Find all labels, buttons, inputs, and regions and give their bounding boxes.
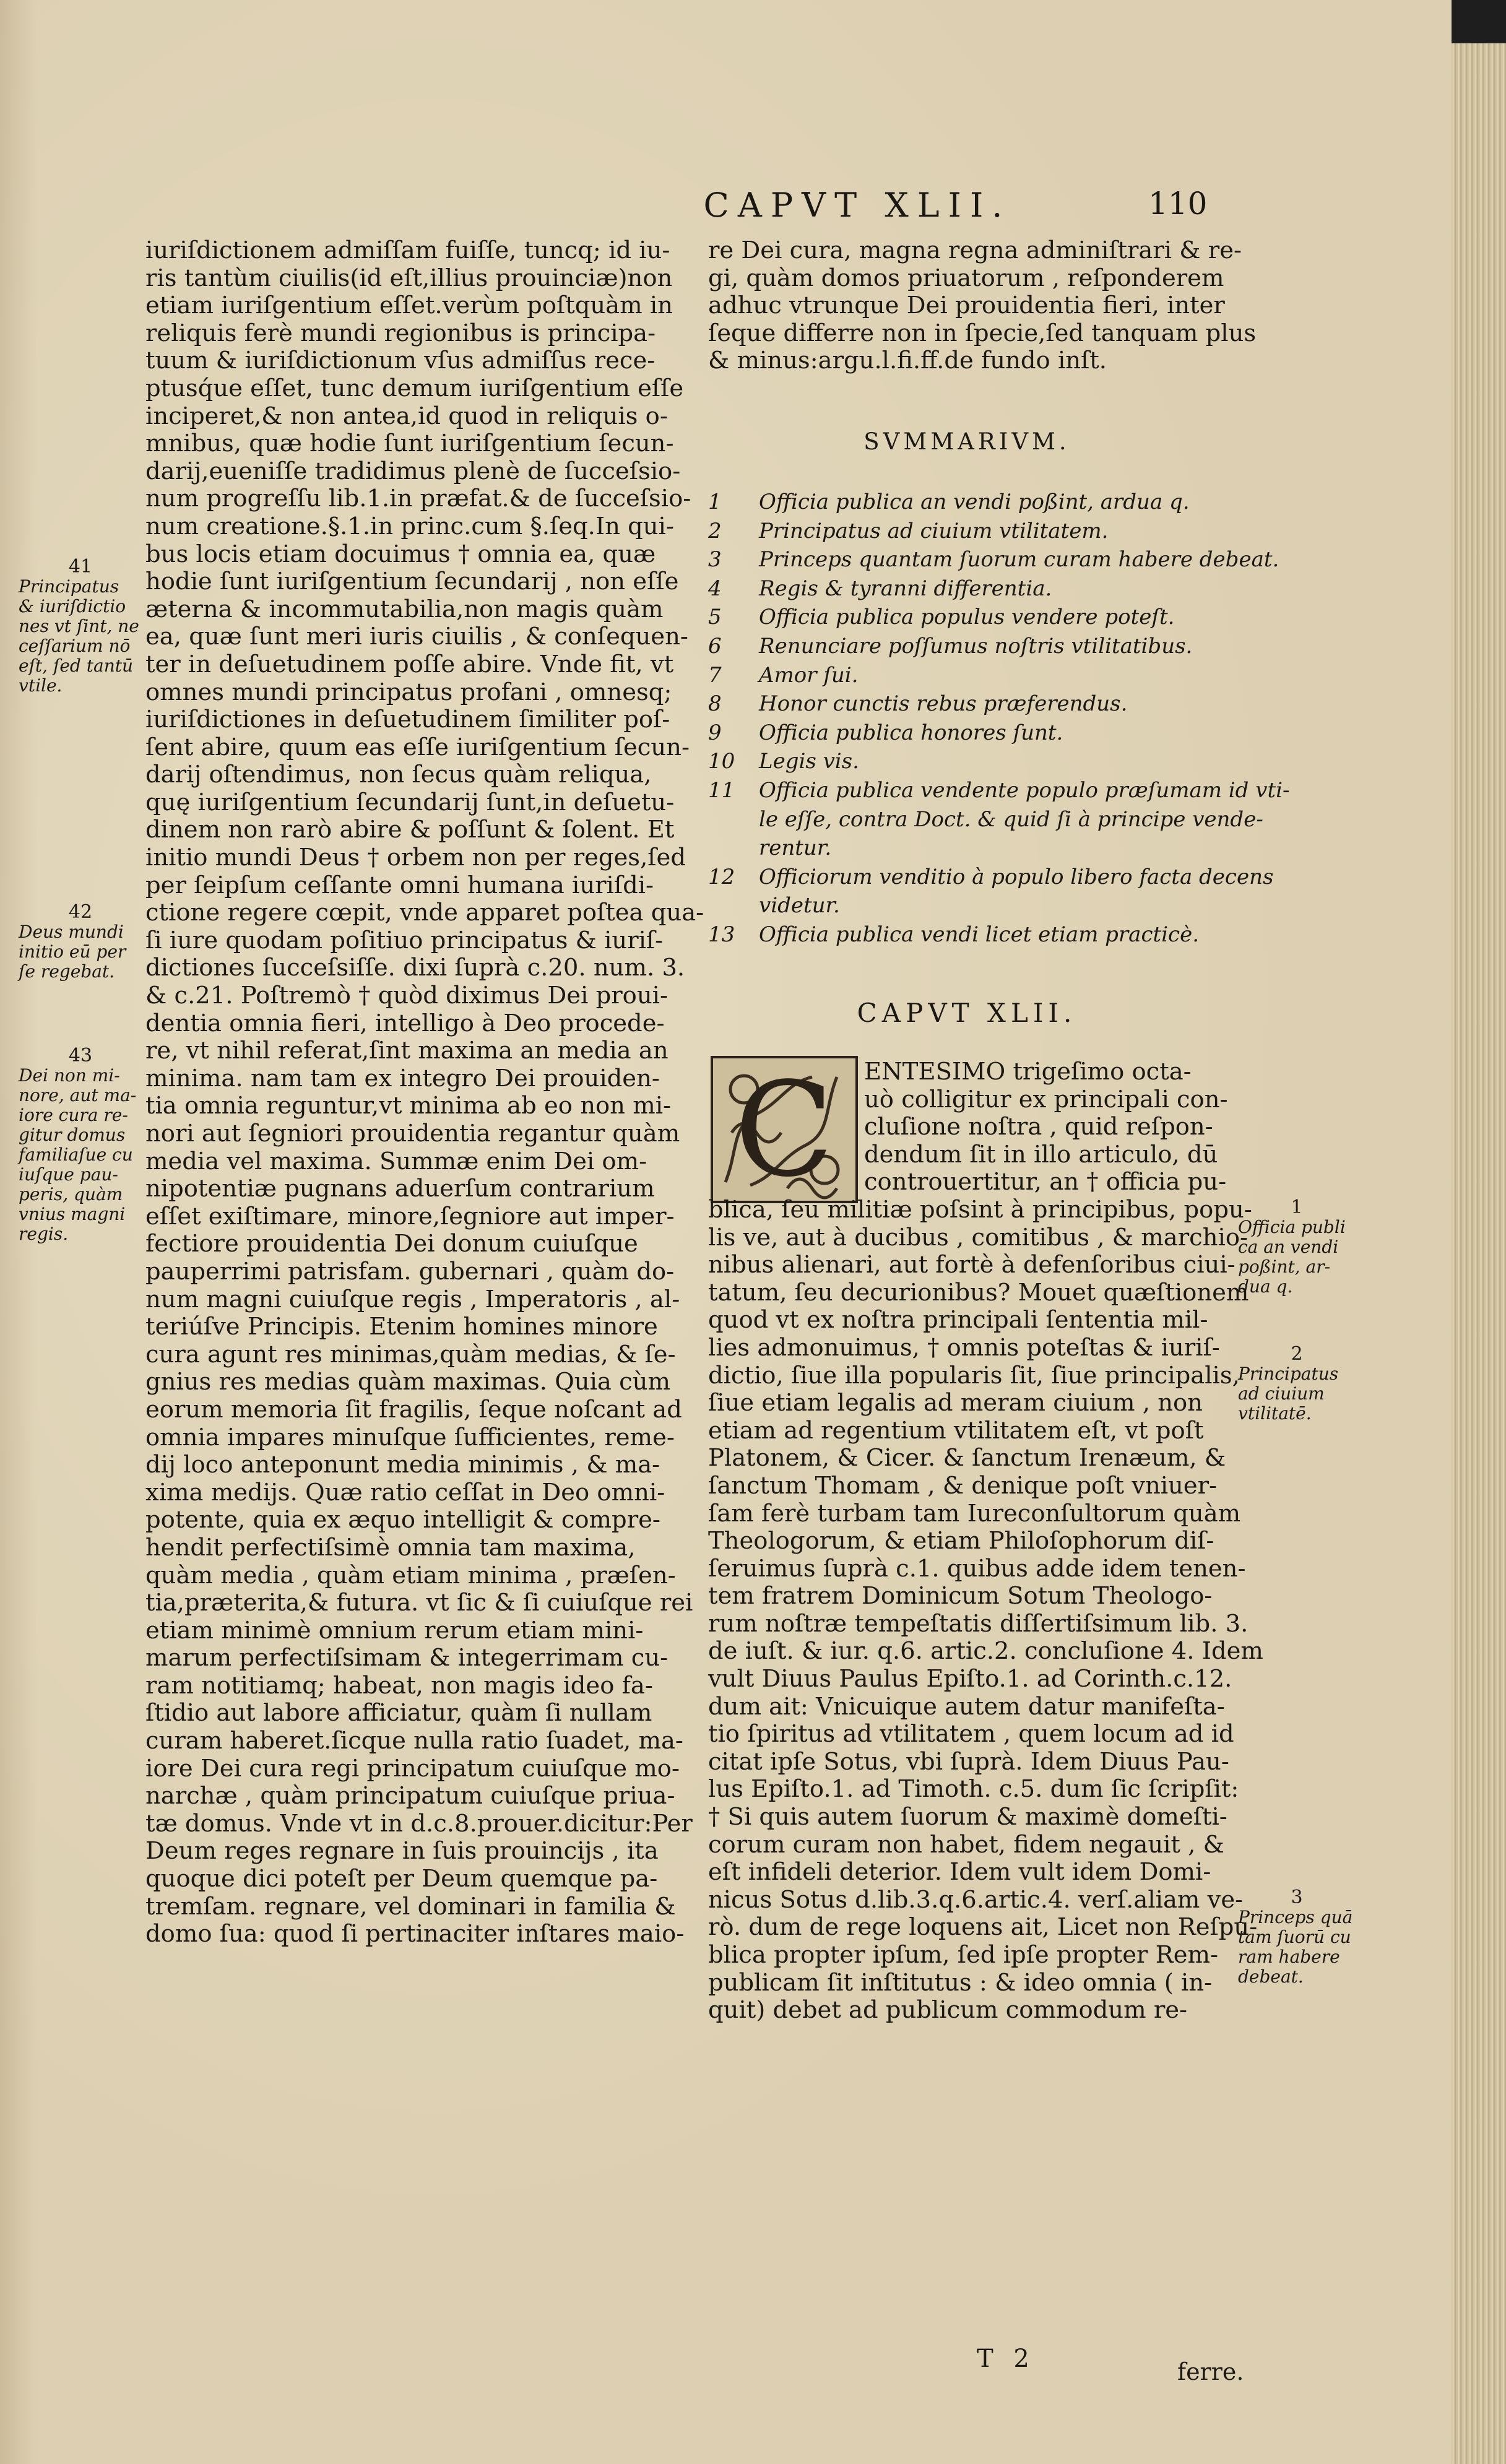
text-line: dum ait: Vnicuique autem datur manifeſta- bbox=[708, 1692, 1225, 1721]
text-line: citat ipſe Sotus, vbi ſuprà. Idem Diuus Pau- bbox=[708, 1747, 1229, 1776]
text-line: Platonem, & Cicer. & ſanctum Irenæum, & bbox=[708, 1444, 1226, 1472]
right-margin-note bbox=[1238, 1198, 1356, 1297]
text-line: lis ve, aut à ducibus , comitibus , & marchio- bbox=[708, 1223, 1249, 1251]
text-line: num magni cuiuſque regis , Imperatoris , al- bbox=[145, 1285, 680, 1313]
left-margin-note bbox=[19, 1046, 142, 1244]
text-line: eorum memoria ſit fragilis, ſeque noſcant ad bbox=[145, 1395, 682, 1424]
text-line: ſiue etiam legalis ad meram ciuium , non bbox=[708, 1389, 1203, 1417]
text-line: gnius res medias quàm maximas. Quia cùm bbox=[145, 1368, 670, 1396]
summary-item-text: Officiorum venditio à populo libero facta decens bbox=[759, 864, 1274, 889]
text-line: hendit perfectiſsimè omnia tam maxima, bbox=[145, 1533, 636, 1562]
summary-item-text: Honor cunctis rebus præferendus. bbox=[759, 691, 1128, 717]
text-line: tatum, ſeu decurionibus? Mouet quæſtionem bbox=[708, 1278, 1249, 1307]
summary-item-number: 3 bbox=[708, 547, 722, 573]
text-line: Deum reges regnare in ſuis prouincijs , ita bbox=[145, 1837, 659, 1865]
margin-note-line: ca an vendi bbox=[1238, 1237, 1339, 1257]
summary-item bbox=[708, 632, 1226, 661]
summary-item-text: Officia publica honores ſunt. bbox=[759, 720, 1063, 745]
text-line: blica propter ipſum, ſed ipſe propter Rem- bbox=[708, 1941, 1218, 1969]
summary-item-number: 11 bbox=[708, 777, 735, 803]
text-line: ter in deſuetudinem poſſe abire. Vnde fit, vt bbox=[145, 650, 674, 678]
summary-item bbox=[708, 545, 1279, 574]
folio-number: 110 bbox=[1148, 186, 1208, 222]
running-head: CAPVT XLII. bbox=[703, 186, 1011, 225]
text-line: ea, quæ ſunt meri iuris ciuilis , & conſequen- bbox=[145, 623, 688, 651]
text-line: re, vt nihil referat,ſint maxima an media an bbox=[145, 1037, 669, 1065]
text-line: ſent abire, quum eas eſſe iuriſgentium ſecun- bbox=[145, 733, 690, 761]
summary-item-number: 6 bbox=[708, 633, 722, 659]
background-edge bbox=[1452, 0, 1506, 43]
summary-item bbox=[708, 661, 1226, 690]
text-line: domo ſua: quod ſi pertinaciter inſtares maio- bbox=[145, 1920, 685, 1948]
text-line: iore Dei cura regi principatum cuiuſque mo- bbox=[145, 1754, 680, 1783]
text-line: rò. dum de rege loquens ait, Licet non Reſpu- bbox=[708, 1913, 1258, 1942]
summary-item bbox=[708, 517, 1226, 546]
margin-note-line: iuſque pau- bbox=[19, 1164, 118, 1185]
text-line: tio ſpiritus ad vtilitatem , quem locum ad id bbox=[708, 1720, 1234, 1749]
catchword: ferre. bbox=[1177, 2358, 1244, 2385]
text-line: bus locis etiam docuimus † omnia ea, quæ bbox=[145, 540, 656, 568]
text-line: controuertitur, an † officia pu- bbox=[864, 1168, 1227, 1196]
summary-item bbox=[708, 920, 1226, 949]
summary-item-text: Legis vis. bbox=[759, 749, 859, 774]
text-line: reliquis ferè mundi regionibus is principa- bbox=[145, 319, 656, 347]
summary-item-continuation: rentur. bbox=[759, 836, 832, 861]
text-line: cluſione noſtra , quid reſpon- bbox=[864, 1113, 1213, 1141]
initial-letter: C bbox=[734, 1053, 834, 1206]
summary-item bbox=[708, 574, 1226, 603]
text-line: ENTESIMO trigeſimo octa- bbox=[864, 1058, 1192, 1086]
summary-heading: SVMMARIVM. bbox=[863, 428, 1070, 455]
text-line: tia omnia reguntur,vt minima ab eo non mi- bbox=[145, 1092, 672, 1120]
summary-item-text: Officia publica an vendi poßint, ardua q. bbox=[759, 490, 1190, 514]
text-line: etiam iuriſgentium eſſet.verùm poſtquàm in bbox=[145, 292, 673, 320]
text-line: hodie ſunt iuriſgentium ſecundarij , non eſſe bbox=[145, 568, 679, 596]
margin-note-line: gitur domus bbox=[19, 1125, 126, 1145]
text-line: quoque dici poteſt per Deum quemque pa- bbox=[145, 1865, 658, 1893]
text-line: & minus:argu.l.fi.ff.de fundo inſt. bbox=[708, 347, 1107, 375]
margin-note-number: 3 bbox=[1291, 1887, 1303, 1908]
summary-item-text: Officia publica populus vendere poteſt. bbox=[759, 605, 1175, 630]
margin-note-line: vtilitatē. bbox=[1238, 1403, 1312, 1424]
text-line: ctione regere cœpit, vnde apparet poſtea qua- bbox=[145, 899, 704, 927]
summary-item-continuation: le eſſe, contra Doct. & quid ſi à principe vende- bbox=[759, 806, 1263, 832]
text-line: ptusq́ue eſſet, tunc demum iuriſgentium eſſe bbox=[145, 374, 684, 402]
text-line: tem fratrem Dominicum Sotum Theologo- bbox=[708, 1582, 1213, 1610]
summary-item bbox=[708, 603, 1226, 632]
text-line: adhuc vtrunque Dei prouidentia fieri, inter bbox=[708, 292, 1225, 320]
text-line: marum perfectiſsimam & integerrimam cu- bbox=[145, 1644, 669, 1672]
chapter-heading: CAPVT XLII. bbox=[857, 998, 1077, 1028]
margin-note-number: 41 bbox=[68, 556, 93, 577]
summary-item bbox=[708, 719, 1226, 748]
text-line: dendum ſit in illo articulo, dū bbox=[864, 1140, 1218, 1169]
text-line: quit) debet ad publicum commodum re- bbox=[708, 1996, 1188, 2025]
text-line: media vel maxima. Summæ enim Dei om- bbox=[145, 1147, 647, 1175]
summary-item-text: Officia publica vendi licet etiam practicè. bbox=[759, 922, 1199, 947]
margin-note-line: ram habere bbox=[1238, 1947, 1340, 1967]
text-line: ris tantùm ciuilis(id eſt,illius prouinciæ)non bbox=[145, 264, 673, 292]
text-line: & c.21. Poſtremò † quòd diximus Dei proui- bbox=[145, 982, 668, 1010]
text-line: pauperrimi patrisfam. gubernari , quàm do- bbox=[145, 1257, 675, 1286]
left-column bbox=[145, 236, 704, 1948]
summary-item bbox=[708, 863, 1274, 892]
text-line: narchæ , quàm principatum cuiuſque priua- bbox=[145, 1782, 675, 1810]
margin-note-number: 1 bbox=[1291, 1196, 1303, 1218]
text-line: uò colligitur ex principali con- bbox=[864, 1085, 1228, 1113]
margin-note-line: nore, aut ma- bbox=[19, 1085, 137, 1105]
summary-item-text: Princeps quantam ſuorum curam habere debeat. bbox=[759, 547, 1279, 573]
margin-note-line: & iuriſdictio bbox=[19, 596, 126, 616]
margin-note-number: 2 bbox=[1291, 1343, 1303, 1365]
margin-note-line: initio eū per bbox=[19, 941, 126, 962]
margin-note-number: 43 bbox=[68, 1045, 93, 1066]
text-line: lus Epiſto.1. ad Timoth. c.5. dum ſic ſcripſit: bbox=[708, 1775, 1239, 1804]
summary-item-number: 13 bbox=[708, 922, 735, 947]
text-line: publicam ſit inſtitutus : & ideo omnia ( in- bbox=[708, 1968, 1213, 1997]
text-line: mnibus, quæ hodie ſunt iuriſgentium ſecun- bbox=[145, 430, 674, 458]
signature-mark: T 2 bbox=[977, 2345, 1036, 2373]
text-line: ram notitiamq; habeat, non magis ideo fa- bbox=[145, 1671, 653, 1700]
margin-note-line: Dei non mi- bbox=[19, 1065, 120, 1086]
margin-note-line: vnius magni bbox=[19, 1204, 126, 1224]
text-line: gi, quàm domos priuatorum , reſponderem bbox=[708, 264, 1224, 292]
text-line: num creatione.§.1.in princ.cum §.ſeq.In qui- bbox=[145, 512, 674, 540]
text-line: rum noſtræ tempeſtatis diſſertiſsimum lib. 3. bbox=[708, 1609, 1249, 1638]
summary-item-text: Officia publica vendente populo præſumam id vti- bbox=[759, 777, 1290, 803]
summary-item-text: Principatus ad ciuium vtilitatem. bbox=[759, 518, 1109, 543]
summary-item-number: 1 bbox=[708, 490, 722, 514]
summary-item bbox=[708, 488, 1226, 517]
text-line: dentia omnia fieri, intelligo à Deo procede- bbox=[145, 1009, 665, 1037]
text-line: ſanctum Thomam , & denique poſt vniuer- bbox=[708, 1471, 1218, 1500]
summary-item-number: 8 bbox=[708, 691, 722, 717]
margin-note-number: 42 bbox=[68, 901, 93, 923]
margin-note-line: eſt, ſed tantū bbox=[19, 655, 134, 676]
text-line: nicus Sotus d.lib.3.q.6.artic.4. verſ.aliam ve- bbox=[708, 1885, 1244, 1914]
text-line: xima medijs. Quæ ratio ceſſat in Deo omni- bbox=[145, 1478, 665, 1506]
text-line: dij loco anteponunt media minimis , & ma- bbox=[145, 1451, 660, 1479]
margin-note-line: poßint, ar- bbox=[1238, 1256, 1331, 1277]
text-line: de iuſt. & iur. q.6. artic.2. concluſione 4. Idem bbox=[708, 1637, 1263, 1666]
summary-item-continuation: videtur. bbox=[759, 893, 840, 919]
text-line: omnes mundi principatus profani , omnesq; bbox=[145, 678, 672, 706]
right-column-top bbox=[708, 236, 1257, 375]
summary-item bbox=[708, 689, 1226, 719]
summary-item bbox=[708, 776, 1290, 805]
text-line: quę iuriſgentium ſecundarij ſunt,in deſuetu- bbox=[145, 788, 675, 816]
right-column-body bbox=[708, 1053, 1263, 2025]
text-line: ſtidio aut labore afficiatur, quàm ſi nullam bbox=[145, 1699, 652, 1727]
left-margin-note bbox=[19, 557, 142, 696]
text-line: vult Diuus Paulus Epiſto.1. ad Corinth.c.12. bbox=[708, 1665, 1232, 1693]
margin-note-line: ſe regebat. bbox=[19, 961, 115, 982]
text-line: dictio, ſiue illa popularis ſit, ſiue principalis, bbox=[708, 1361, 1240, 1390]
margin-note-line: Principatus bbox=[19, 576, 119, 597]
summary-item-text: Amor ſui. bbox=[759, 662, 859, 688]
text-line: iuriſdictionem admiſſam fuiſſe, tuncq; id iu- bbox=[145, 236, 670, 264]
margin-note-line: Deus mundi bbox=[19, 922, 124, 942]
text-line: num progreſſu lib.1.in præfat.& de ſucceſsio- bbox=[145, 485, 691, 513]
text-line: quod vt ex noſtra principali ſententia mil- bbox=[708, 1306, 1208, 1334]
text-line: ſeruimus ſuprà c.1. quibus adde idem tenen- bbox=[708, 1554, 1246, 1583]
text-line: ſeque differre non in ſpecie,ſed tanquam plus bbox=[708, 319, 1257, 347]
summary-item-number: 12 bbox=[708, 864, 735, 889]
text-line: per ſeipſum ceſſante omni humana iuriſdi- bbox=[145, 871, 654, 899]
text-line: eſt infideli deterior. Idem vult idem Domi- bbox=[708, 1858, 1211, 1887]
margin-note-line: dua q. bbox=[1238, 1276, 1293, 1297]
text-line: nipotentiæ pugnans aduerſum contrarium bbox=[145, 1175, 655, 1203]
text-line: darij,eueniſſe tradidimus plenè de ſucceſsio- bbox=[145, 457, 681, 485]
text-line: ſi iure quodam poſitiuo principatus & iuriſ- bbox=[145, 926, 664, 954]
summary-item-text: Regis & tyranni differentia. bbox=[759, 576, 1052, 601]
text-line: tuum & iuriſdictionum vſus admiſſus rece- bbox=[145, 347, 656, 375]
summary-item bbox=[708, 747, 1226, 776]
text-line: tæ domus. Vnde vt in d.c.8.prouer.dicitur:Per bbox=[145, 1809, 693, 1838]
summary-item-number: 7 bbox=[708, 662, 722, 688]
text-line: eſſet exiſtimare, minore,ſegniore aut imper- bbox=[145, 1202, 675, 1230]
text-line: corum curam non habet, fidem negauit , & bbox=[708, 1830, 1224, 1859]
text-line: darij oſtendimus, non ſecus quàm reliqua, bbox=[145, 761, 652, 789]
text-line: omnia impares minuſque ſufficientes, reme- bbox=[145, 1423, 675, 1451]
summary-item-number: 10 bbox=[708, 749, 735, 774]
text-line: dictiones ſucceſsiſſe. dixi ſuprà c.20. num. 3. bbox=[145, 954, 685, 982]
margin-note-line: familiaſue cu bbox=[19, 1144, 133, 1165]
text-line: minima. nam tam ex integro Dei prouiden- bbox=[145, 1064, 660, 1092]
text-line: blica, ſeu militiæ poſsint à principibus, popu- bbox=[708, 1195, 1252, 1224]
text-line: etiam ad regentium vtilitatem eſt, vt poſt bbox=[708, 1416, 1204, 1445]
text-line: etiam minimè omnium rerum etiam mini- bbox=[145, 1616, 644, 1645]
margin-note-line: ceſſarium nō bbox=[19, 636, 131, 656]
summary-item-number: 5 bbox=[708, 605, 722, 630]
text-line: tremſam. regnare, vel dominari in familia & bbox=[145, 1892, 676, 1921]
text-line: iuriſdictiones in deſuetudinem ſimiliter poſ- bbox=[145, 706, 670, 734]
right-margin-note bbox=[1238, 1344, 1356, 1424]
text-line: tia,præterita,& futura. vt ſic & ſi cuiuſque rei bbox=[145, 1589, 693, 1617]
right-margin-note bbox=[1238, 1888, 1356, 1987]
summary-item-number: 4 bbox=[708, 576, 722, 601]
text-line: re Dei cura, magna regna adminiſtrari & re- bbox=[708, 236, 1242, 264]
book-fore-edge bbox=[1452, 43, 1506, 2464]
margin-note-line: Officia publi bbox=[1238, 1217, 1346, 1237]
text-line: Theologorum, & etiam Philoſophorum diſ- bbox=[708, 1527, 1214, 1555]
margin-note-line: nes vt ſint, ne bbox=[19, 616, 139, 636]
text-line: nori aut ſegniori prouidentia regantur quàm bbox=[145, 1120, 680, 1148]
text-line: inciperet,& non antea,id quod in reliquis o- bbox=[145, 402, 668, 430]
margin-note-line: peris, quàm bbox=[19, 1184, 123, 1204]
summary-list bbox=[708, 488, 1290, 949]
text-line: initio mundi Deus † orbem non per reges,ſed bbox=[145, 844, 686, 872]
summary-item-number: 2 bbox=[708, 518, 722, 543]
margin-note-line: debeat. bbox=[1238, 1966, 1304, 1987]
text-line: lies admonuimus, † omnis poteſtas & iuriſ- bbox=[708, 1333, 1220, 1362]
text-line: † Si quis autem ſuorum & maximè domeſti- bbox=[708, 1803, 1227, 1831]
text-line: æterna & incommutabilia,non magis quàm bbox=[145, 595, 664, 623]
text-line: fectiore prouidentia Dei donum cuiuſque bbox=[145, 1230, 638, 1258]
text-line: curam haberet.ſicque nulla ratio ſuadet, ma- bbox=[145, 1727, 683, 1755]
margin-note-line: Principatus bbox=[1238, 1364, 1339, 1384]
text-line: dinem non rarò abire & poſſunt & ſolent. Et bbox=[145, 816, 675, 844]
margin-note-line: vtile. bbox=[19, 675, 63, 696]
text-line: teriúſve Principis. Etenim homines minore bbox=[145, 1313, 658, 1341]
margin-note-line: iore cura re- bbox=[19, 1105, 128, 1125]
margin-note-line: tam ſuorū cu bbox=[1238, 1927, 1351, 1947]
text-line: potente, quia ex æquo intelligit & compre- bbox=[145, 1506, 660, 1534]
summary-item-number: 9 bbox=[708, 720, 722, 745]
margin-note-line: Princeps quā bbox=[1238, 1907, 1353, 1927]
text-line: quàm media , quàm etiam minima , præſen- bbox=[145, 1561, 676, 1589]
summary-item-text: Renunciare poſſumus noſtris vtilitatibus. bbox=[759, 633, 1193, 659]
margin-note-line: regis. bbox=[19, 1224, 69, 1244]
text-line: cura agunt res minimas,quàm medias, & ſe- bbox=[145, 1340, 676, 1368]
text-line: nibus alienari, aut fortè à defenſoribus ciui- bbox=[708, 1251, 1236, 1279]
text-line: ſam ferè turbam tam Iureconſultorum quàm bbox=[708, 1499, 1241, 1528]
left-margin-note bbox=[19, 902, 142, 982]
margin-note-line: ad ciuium bbox=[1238, 1383, 1325, 1404]
